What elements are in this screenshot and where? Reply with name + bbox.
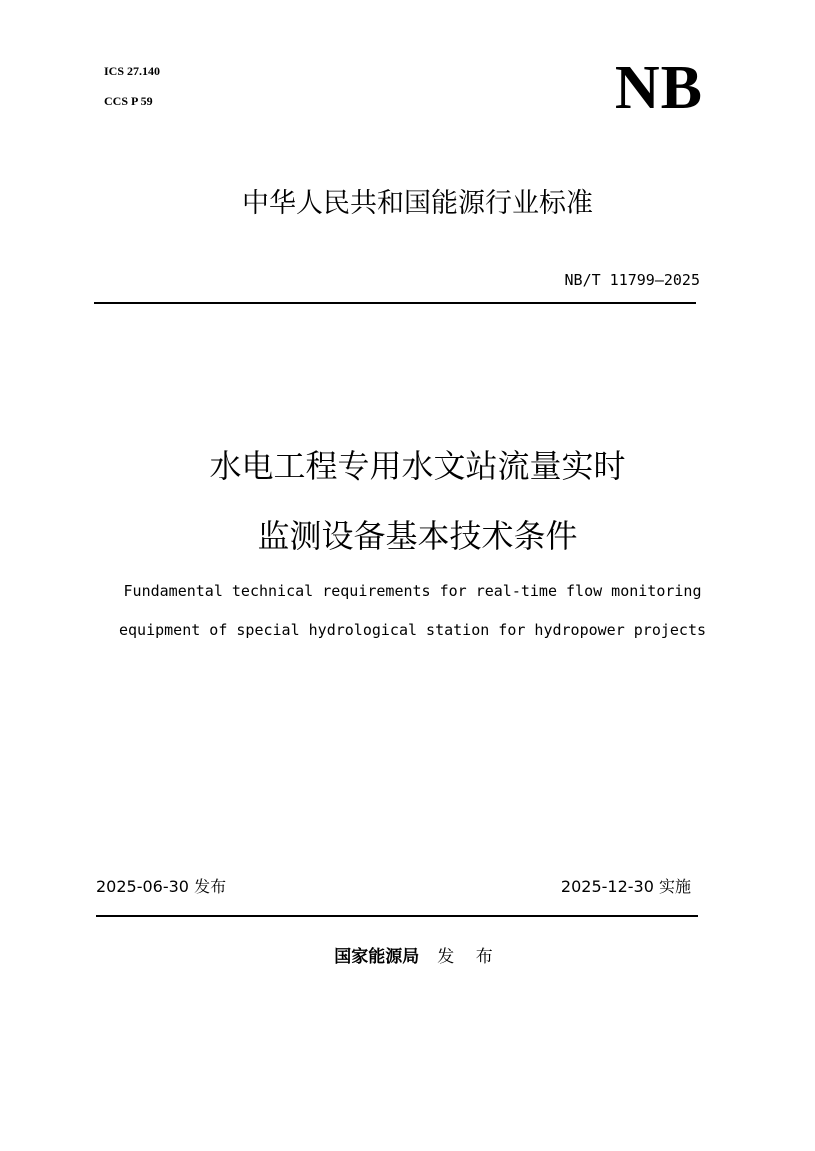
implementation-date: 2025-12-30 实施 bbox=[560, 877, 691, 896]
publish-date: 2025-06-30 发布 bbox=[96, 877, 227, 896]
title-chinese-line-2: 监测设备基本技术条件 bbox=[257, 517, 578, 555]
standard-category: 中华人民共和国能源行业标准 bbox=[242, 188, 593, 219]
issuer-action: 发 布 bbox=[437, 947, 501, 967]
title-chinese-line-1: 水电工程专用水文站流量实时 bbox=[209, 447, 626, 485]
bottom-divider bbox=[96, 915, 698, 917]
title-english-line-1: Fundamental technical requirements for real-time flow monitoring bbox=[123, 582, 702, 600]
title-english-line-2: equipment of special hydrological station for hydropower projects bbox=[119, 621, 706, 639]
top-divider bbox=[94, 302, 696, 304]
nb-logo: NB bbox=[614, 54, 703, 122]
ics-code: ICS 27.140 bbox=[104, 64, 161, 78]
standard-number: NB/T 11799—2025 bbox=[564, 271, 700, 289]
ccs-code: CCS P 59 bbox=[104, 94, 153, 108]
issuer-line bbox=[0, 945, 815, 969]
issuer-organization: 国家能源局 bbox=[334, 947, 420, 967]
